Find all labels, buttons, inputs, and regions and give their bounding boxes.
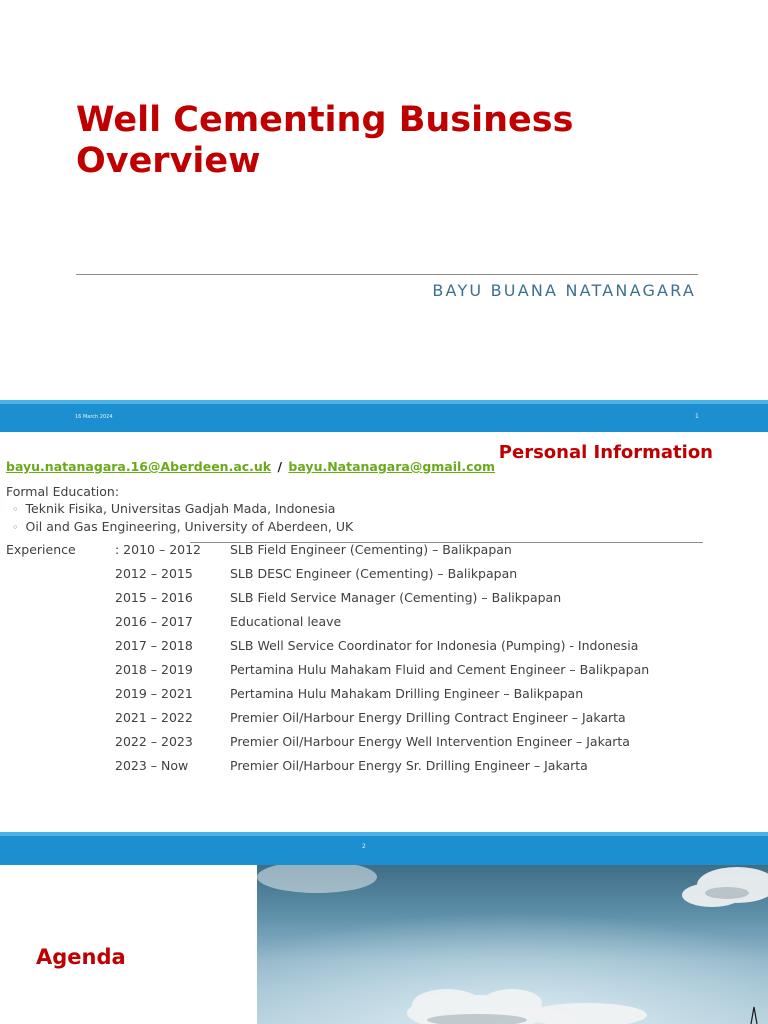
list-item: ◦ Oil and Gas Engineering, University of Aberdeen, UK (12, 518, 353, 536)
experience-role: Educational leave (230, 614, 342, 629)
experience-period: 2018 – 2019 (115, 662, 193, 677)
email-link-gmail[interactable]: bayu.Natanagara@gmail.com (288, 459, 496, 474)
list-item (0, 686, 768, 710)
personal-info-heading: Personal Information (498, 442, 713, 463)
experience-period: : 2010 – 2012 (115, 542, 202, 557)
list-item (0, 542, 768, 566)
experience-period: 2019 – 2021 (115, 686, 193, 701)
sky-clouds-illustration (257, 865, 768, 1024)
sky-photo (257, 865, 768, 1024)
experience-label: Experience (6, 542, 76, 557)
list-item (0, 590, 768, 614)
experience-period: 2016 – 2017 (115, 614, 193, 629)
experience-role: SLB Field Service Manager (Cementing) – Balikpapan (230, 590, 562, 605)
experience-period: 2021 – 2022 (115, 710, 193, 725)
title-slide (0, 0, 768, 400)
experience-period: 2012 – 2015 (115, 566, 193, 581)
list-item (0, 758, 768, 782)
experience-role: SLB DESC Engineer (Cementing) – Balikpapan (230, 566, 518, 581)
experience-role: SLB Field Engineer (Cementing) – Balikpapan (230, 542, 512, 557)
slide-footer-bar-1 (0, 400, 768, 432)
footer-page-number: 2 (362, 843, 366, 850)
list-item (0, 566, 768, 590)
footer-page-number: 1 (695, 413, 699, 420)
experience-list (0, 542, 768, 782)
email-separator: / (277, 459, 283, 474)
list-item (0, 662, 768, 686)
experience-role: Pertamina Hulu Mahakam Fluid and Cement Engineer – Balikpapan (230, 662, 650, 677)
title-divider (76, 274, 698, 275)
email-line (6, 459, 495, 474)
experience-role: Premier Oil/Harbour Energy Drilling Contract Engineer – Jakarta (230, 710, 626, 725)
list-item (0, 638, 768, 662)
list-item (0, 734, 768, 758)
experience-period: 2015 – 2016 (115, 590, 193, 605)
list-item (0, 710, 768, 734)
experience-role: SLB Well Service Coordinator for Indonesia (Pumping) - Indonesia (230, 638, 639, 653)
footer-date: 16 March 2024 (75, 414, 113, 420)
agenda-heading: Agenda (36, 945, 126, 969)
experience-role: Premier Oil/Harbour Energy Sr. Drilling Engineer – Jakarta (230, 758, 588, 773)
experience-role: Pertamina Hulu Mahakam Drilling Engineer – Balikpapan (230, 686, 584, 701)
personal-info-slide (0, 432, 768, 832)
author-name: BAYU BUANA NATANAGARA (432, 281, 696, 300)
experience-period: 2022 – 2023 (115, 734, 193, 749)
title-line-1: Well Cementing Business (76, 100, 574, 140)
experience-role: Premier Oil/Harbour Energy Well Intervention Engineer – Jakarta (230, 734, 630, 749)
list-item (0, 614, 768, 638)
education-list (12, 500, 353, 536)
list-item: ◦ Teknik Fisika, Universitas Gadjah Mada, Indonesia (12, 500, 353, 518)
experience-period: 2023 – Now (115, 758, 189, 773)
email-link-aberdeen[interactable]: bayu.natanagara.16@Aberdeen.ac.uk (6, 459, 272, 474)
title-line-2: Overview (76, 141, 261, 181)
slide-footer-bar-2 (0, 832, 768, 865)
agenda-slide (0, 865, 768, 1024)
education-section (6, 483, 353, 536)
education-label: Formal Education: (6, 484, 120, 499)
experience-period: 2017 – 2018 (115, 638, 193, 653)
slide-title (76, 100, 636, 182)
